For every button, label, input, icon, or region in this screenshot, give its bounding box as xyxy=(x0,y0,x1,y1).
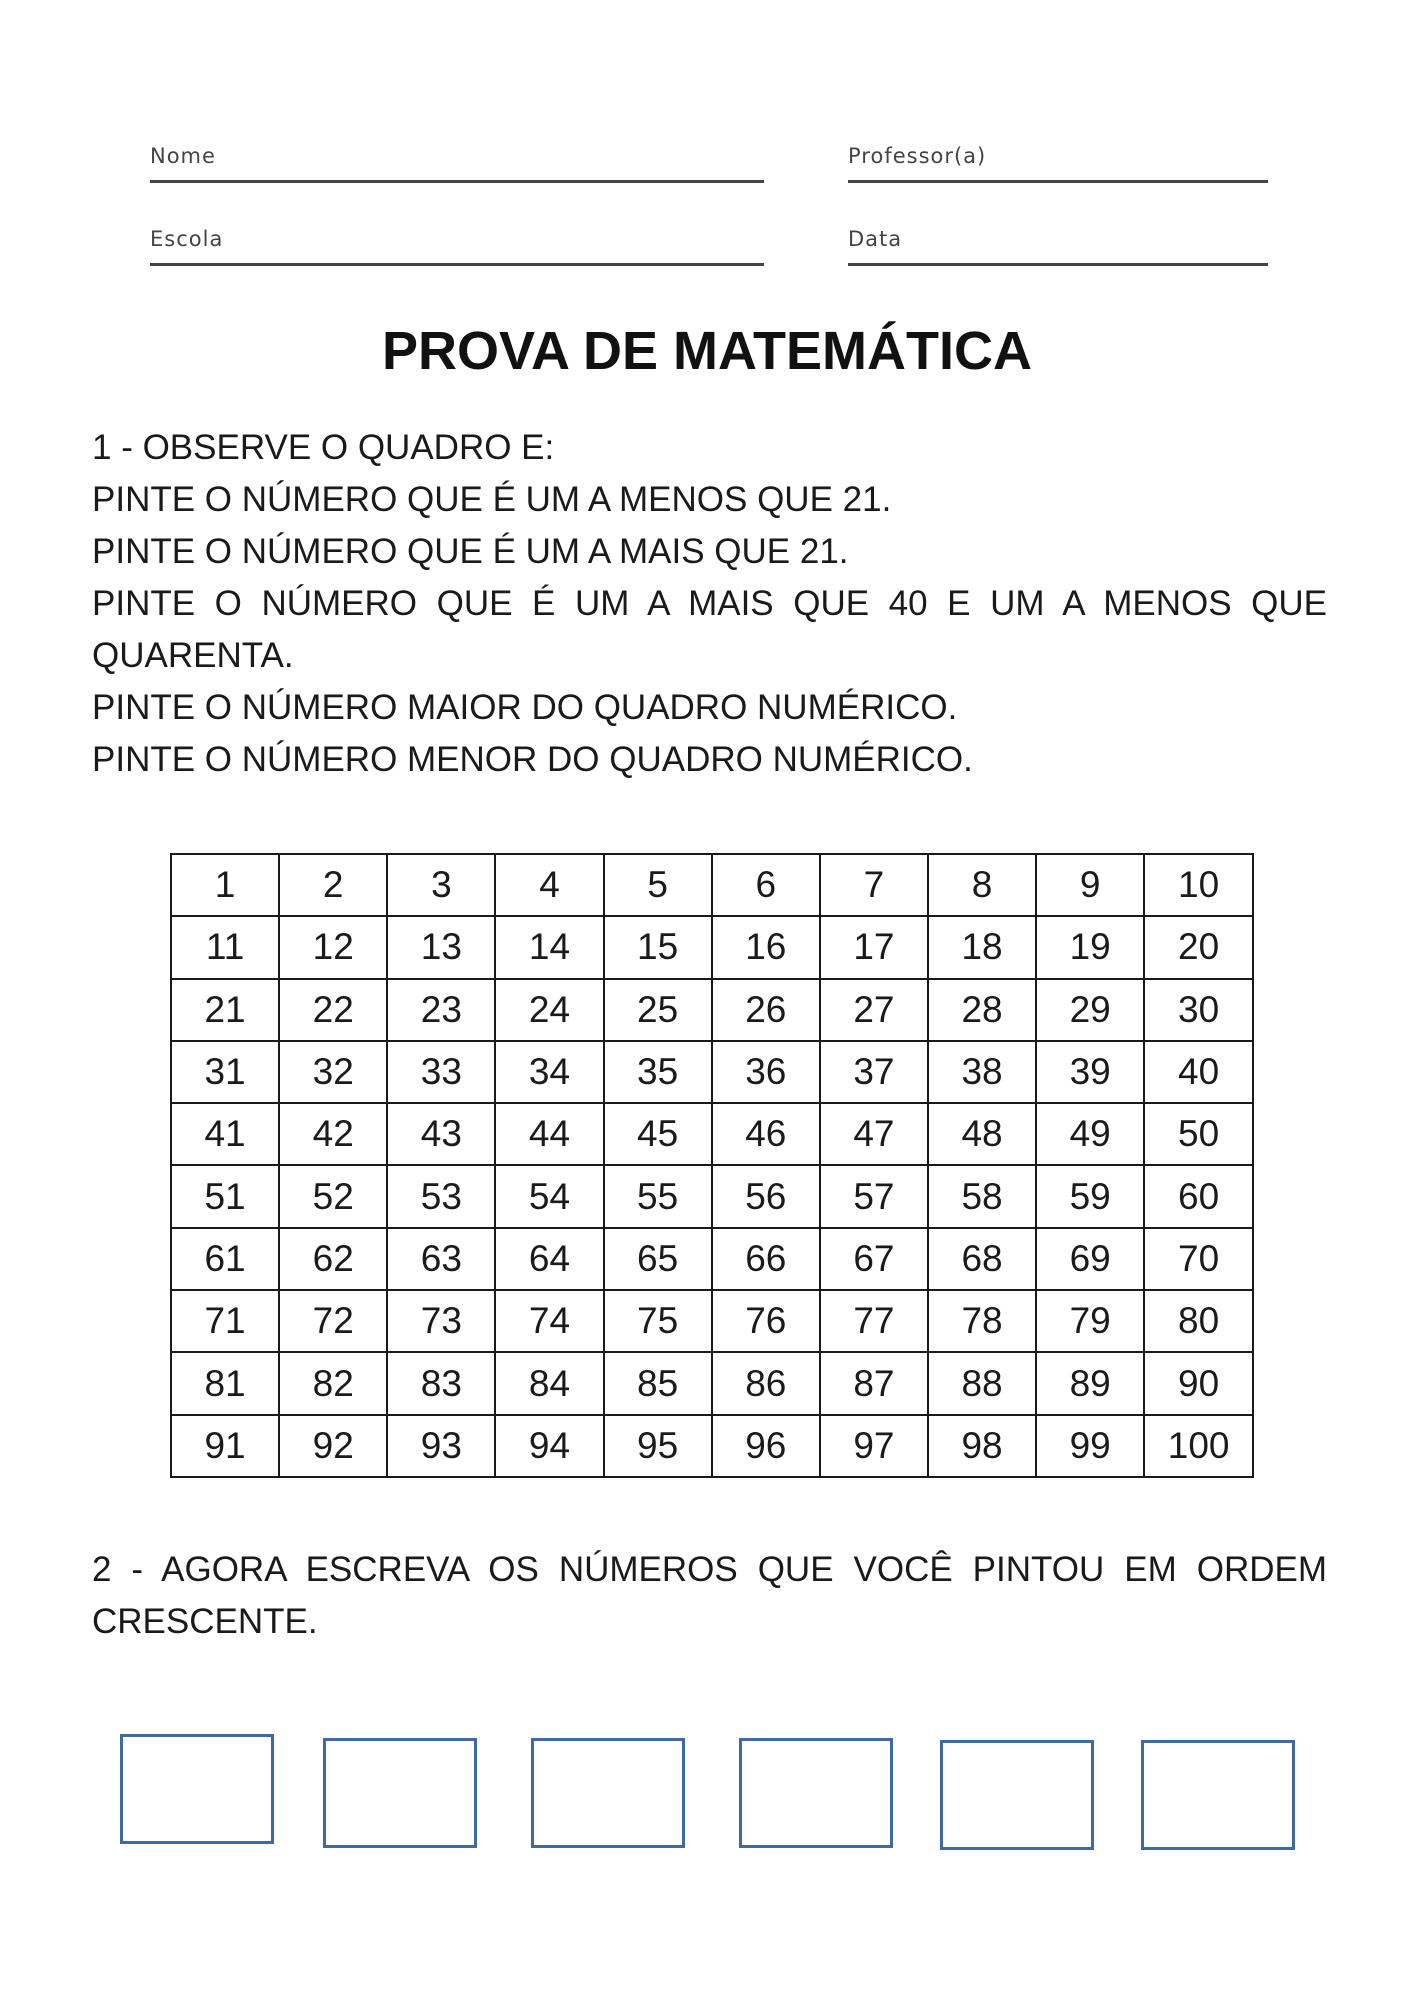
answer-box-2[interactable] xyxy=(323,1738,477,1848)
grid-cell[interactable]: 29 xyxy=(1036,979,1144,1041)
grid-cell[interactable]: 37 xyxy=(820,1041,928,1103)
grid-cell[interactable]: 38 xyxy=(928,1041,1036,1103)
page-title: PROVA DE MATEMÁTICA xyxy=(382,321,1032,381)
grid-cell[interactable]: 24 xyxy=(495,979,603,1041)
grid-cell[interactable]: 57 xyxy=(820,1165,928,1227)
school-line[interactable] xyxy=(150,263,764,266)
grid-row xyxy=(171,1415,1253,1477)
grid-cell[interactable]: 3 xyxy=(387,854,495,916)
date-label: Data xyxy=(848,227,903,251)
grid-cell[interactable]: 56 xyxy=(712,1165,820,1227)
grid-cell[interactable]: 91 xyxy=(171,1415,279,1477)
name-line[interactable] xyxy=(150,180,764,183)
grid-cell[interactable]: 59 xyxy=(1036,1165,1144,1227)
school-label: Escola xyxy=(150,227,224,251)
answer-box-6[interactable] xyxy=(1141,1740,1295,1850)
question-1-line: QUARENTA. xyxy=(92,636,294,675)
grid-cell[interactable]: 49 xyxy=(1036,1103,1144,1165)
grid-cell[interactable]: 22 xyxy=(279,979,387,1041)
grid-cell[interactable]: 1 xyxy=(171,854,279,916)
grid-cell[interactable]: 86 xyxy=(712,1352,820,1414)
grid-cell[interactable]: 89 xyxy=(1036,1352,1144,1414)
grid-cell[interactable]: 6 xyxy=(712,854,820,916)
grid-cell[interactable]: 17 xyxy=(820,916,928,978)
answer-box-1[interactable] xyxy=(120,1734,274,1844)
grid-row xyxy=(171,979,1253,1041)
grid-cell[interactable]: 23 xyxy=(387,979,495,1041)
grid-cell[interactable]: 61 xyxy=(171,1228,279,1290)
grid-cell[interactable]: 85 xyxy=(604,1352,712,1414)
grid-cell[interactable]: 35 xyxy=(604,1041,712,1103)
answer-box-4[interactable] xyxy=(739,1738,893,1848)
grid-cell[interactable]: 60 xyxy=(1144,1165,1253,1227)
grid-cell[interactable]: 27 xyxy=(820,979,928,1041)
question-1-line: 1 - OBSERVE O QUADRO E: xyxy=(92,428,555,467)
grid-cell[interactable]: 40 xyxy=(1144,1041,1253,1103)
grid-cell[interactable]: 71 xyxy=(171,1290,279,1352)
grid-cell[interactable]: 48 xyxy=(928,1103,1036,1165)
grid-cell[interactable]: 34 xyxy=(495,1041,603,1103)
grid-cell[interactable]: 62 xyxy=(279,1228,387,1290)
grid-cell[interactable]: 5 xyxy=(604,854,712,916)
grid-cell[interactable]: 11 xyxy=(171,916,279,978)
question-1-line: PINTE O NÚMERO QUE É UM A MAIS QUE 40 E UM A MENOS QUE xyxy=(92,584,1327,623)
grid-row xyxy=(171,1103,1253,1165)
grid-cell[interactable]: 74 xyxy=(495,1290,603,1352)
grid-cell[interactable]: 15 xyxy=(604,916,712,978)
grid-cell[interactable]: 96 xyxy=(712,1415,820,1477)
question-2-line: CRESCENTE. xyxy=(92,1602,318,1641)
grid-cell[interactable]: 55 xyxy=(604,1165,712,1227)
grid-cell[interactable]: 21 xyxy=(171,979,279,1041)
grid-cell[interactable]: 26 xyxy=(712,979,820,1041)
grid-cell[interactable]: 8 xyxy=(928,854,1036,916)
grid-cell[interactable]: 54 xyxy=(495,1165,603,1227)
grid-cell[interactable]: 41 xyxy=(171,1103,279,1165)
answer-box-3[interactable] xyxy=(531,1738,685,1848)
grid-cell[interactable]: 47 xyxy=(820,1103,928,1165)
grid-cell[interactable]: 31 xyxy=(171,1041,279,1103)
grid-cell[interactable]: 25 xyxy=(604,979,712,1041)
grid-cell[interactable]: 63 xyxy=(387,1228,495,1290)
grid-cell[interactable]: 20 xyxy=(1144,916,1253,978)
grid-cell[interactable]: 80 xyxy=(1144,1290,1253,1352)
grid-cell[interactable]: 82 xyxy=(279,1352,387,1414)
grid-cell[interactable]: 98 xyxy=(928,1415,1036,1477)
grid-row xyxy=(171,916,1253,978)
name-label: Nome xyxy=(150,144,216,168)
grid-row xyxy=(171,1041,1253,1103)
grid-cell[interactable]: 13 xyxy=(387,916,495,978)
grid-cell[interactable]: 100 xyxy=(1144,1415,1253,1477)
grid-cell[interactable]: 4 xyxy=(495,854,603,916)
grid-cell[interactable]: 33 xyxy=(387,1041,495,1103)
grid-cell[interactable]: 73 xyxy=(387,1290,495,1352)
question-2 xyxy=(92,1544,1327,1648)
grid-cell[interactable]: 12 xyxy=(279,916,387,978)
grid-cell[interactable]: 99 xyxy=(1036,1415,1144,1477)
grid-cell[interactable]: 9 xyxy=(1036,854,1144,916)
grid-cell[interactable]: 52 xyxy=(279,1165,387,1227)
date-line[interactable] xyxy=(848,263,1268,266)
question-1-line: PINTE O NÚMERO MAIOR DO QUADRO NUMÉRICO. xyxy=(92,688,958,727)
grid-cell[interactable]: 64 xyxy=(495,1228,603,1290)
grid-cell[interactable]: 69 xyxy=(1036,1228,1144,1290)
grid-cell[interactable]: 51 xyxy=(171,1165,279,1227)
grid-cell[interactable]: 16 xyxy=(712,916,820,978)
grid-cell[interactable]: 36 xyxy=(712,1041,820,1103)
grid-cell[interactable]: 42 xyxy=(279,1103,387,1165)
grid-cell[interactable]: 88 xyxy=(928,1352,1036,1414)
grid-cell[interactable]: 72 xyxy=(279,1290,387,1352)
grid-cell[interactable]: 7 xyxy=(820,854,928,916)
grid-cell[interactable]: 14 xyxy=(495,916,603,978)
question-1 xyxy=(92,422,1327,786)
grid-cell[interactable]: 50 xyxy=(1144,1103,1253,1165)
question-2-line: 2 - AGORA ESCREVA OS NÚMEROS QUE VOCÊ PINTOU EM ORDEM xyxy=(92,1550,1327,1589)
grid-cell[interactable]: 43 xyxy=(387,1103,495,1165)
grid-cell[interactable]: 68 xyxy=(928,1228,1036,1290)
grid-cell[interactable]: 66 xyxy=(712,1228,820,1290)
grid-cell[interactable]: 65 xyxy=(604,1228,712,1290)
grid-cell[interactable]: 46 xyxy=(712,1103,820,1165)
question-1-line: PINTE O NÚMERO QUE É UM A MENOS QUE 21. xyxy=(92,480,892,519)
grid-cell[interactable]: 94 xyxy=(495,1415,603,1477)
grid-cell[interactable]: 45 xyxy=(604,1103,712,1165)
grid-cell[interactable]: 32 xyxy=(279,1041,387,1103)
grid-cell[interactable]: 81 xyxy=(171,1352,279,1414)
question-1-line: PINTE O NÚMERO QUE É UM A MAIS QUE 21. xyxy=(92,532,849,571)
grid-cell[interactable]: 97 xyxy=(820,1415,928,1477)
grid-cell[interactable]: 92 xyxy=(279,1415,387,1477)
grid-row xyxy=(171,854,1253,916)
grid-cell[interactable]: 84 xyxy=(495,1352,603,1414)
grid-row xyxy=(171,1352,1253,1414)
grid-cell[interactable]: 83 xyxy=(387,1352,495,1414)
grid-cell[interactable]: 90 xyxy=(1144,1352,1253,1414)
number-grid xyxy=(170,853,1254,1478)
grid-cell[interactable]: 77 xyxy=(820,1290,928,1352)
grid-cell[interactable]: 19 xyxy=(1036,916,1144,978)
grid-cell[interactable]: 53 xyxy=(387,1165,495,1227)
answer-box-5[interactable] xyxy=(940,1740,1094,1850)
grid-cell[interactable]: 70 xyxy=(1144,1228,1253,1290)
grid-cell[interactable]: 78 xyxy=(928,1290,1036,1352)
grid-row xyxy=(171,1228,1253,1290)
question-1-line: PINTE O NÚMERO MENOR DO QUADRO NUMÉRICO. xyxy=(92,740,973,779)
grid-cell[interactable]: 28 xyxy=(928,979,1036,1041)
grid-cell[interactable]: 39 xyxy=(1036,1041,1144,1103)
grid-row xyxy=(171,1165,1253,1227)
teacher-line[interactable] xyxy=(848,180,1268,183)
grid-cell[interactable]: 79 xyxy=(1036,1290,1144,1352)
grid-cell[interactable]: 30 xyxy=(1144,979,1253,1041)
grid-cell[interactable]: 2 xyxy=(279,854,387,916)
grid-cell[interactable]: 75 xyxy=(604,1290,712,1352)
grid-cell[interactable]: 67 xyxy=(820,1228,928,1290)
grid-cell[interactable]: 10 xyxy=(1144,854,1253,916)
grid-cell[interactable]: 44 xyxy=(495,1103,603,1165)
teacher-label: Professor(a) xyxy=(848,144,987,168)
grid-cell[interactable]: 87 xyxy=(820,1352,928,1414)
grid-cell[interactable]: 58 xyxy=(928,1165,1036,1227)
grid-cell[interactable]: 18 xyxy=(928,916,1036,978)
grid-cell[interactable]: 95 xyxy=(604,1415,712,1477)
grid-cell[interactable]: 76 xyxy=(712,1290,820,1352)
grid-row xyxy=(171,1290,1253,1352)
grid-cell[interactable]: 93 xyxy=(387,1415,495,1477)
